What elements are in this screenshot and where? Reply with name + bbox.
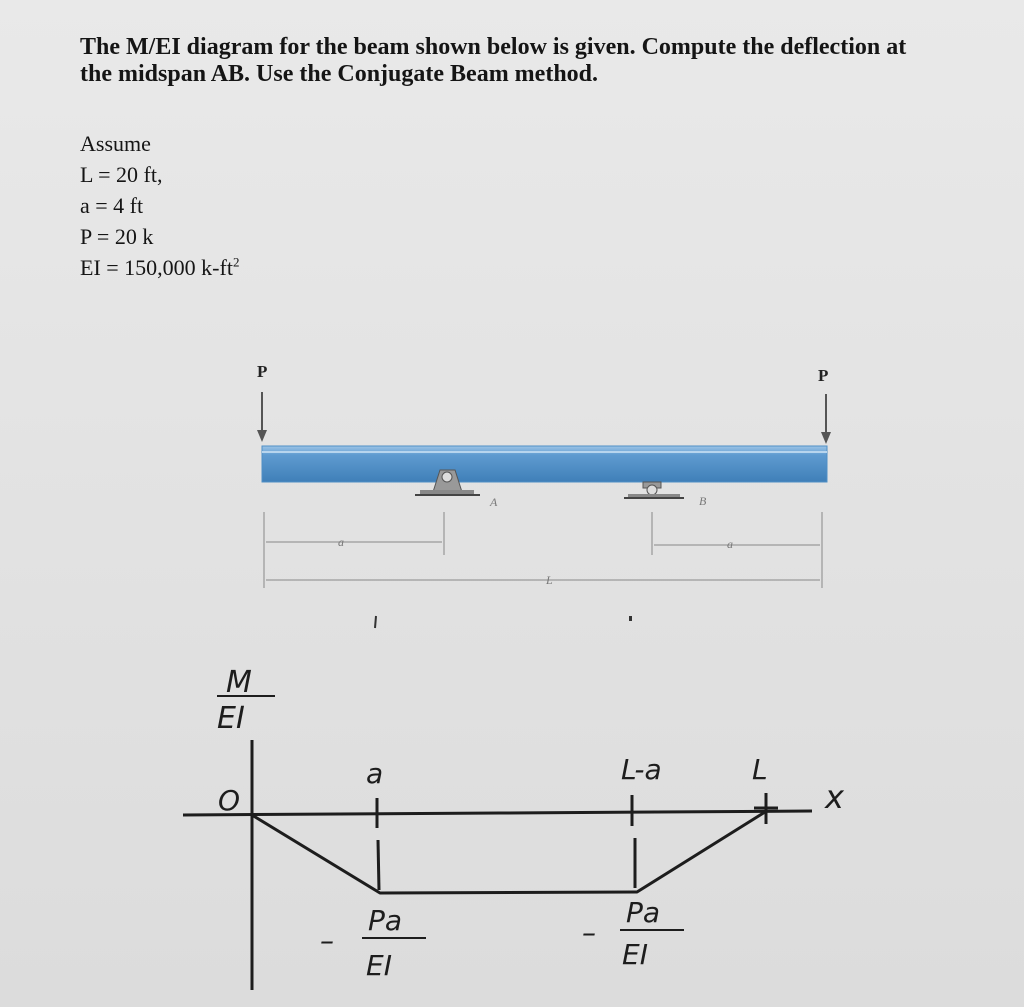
support-label-b: B [699,494,707,508]
assume-length: L = 20 ft, [80,162,163,187]
assume-load: P = 20 k [80,224,154,249]
value-right-sign: – [582,916,596,949]
axis-label-denominator: EI [217,701,245,736]
dimension-a-right: a [727,537,733,551]
dimension-lines [264,512,822,588]
horizontal-axis [183,811,812,815]
problem-line-2: the midspan AB. Use the Conjugate Beam method. [80,61,599,87]
load-label-left: P [257,362,268,381]
value-right-denominator: EI [622,938,648,971]
x-axis-label: x [825,778,844,816]
load-arrow-left [257,392,267,442]
drop-line-a [378,840,379,890]
value-right-numerator: Pa [626,896,661,929]
assume-ei-exponent: 2 [232,254,240,270]
value-left-sign: – [320,924,334,957]
assume-heading: Assume [80,131,151,156]
mei-curve [252,812,765,893]
mei-diagram [183,665,845,990]
dimension-a-left: a [338,535,344,549]
assume-ei-text: EI = 150,000 k-ft [80,255,233,280]
load-arrow-right [821,394,831,444]
tick-label-l-minus-a: L-a [621,753,662,786]
tick-label-a: a [366,757,384,790]
support-label-a: A [490,495,498,509]
axis-label-numerator: M [226,665,252,700]
assume-a: a = 4 ft [80,193,144,218]
beam-figure [257,362,831,628]
problem-line-1: The M/EI diagram for the beam shown below is given. Compute the deflection at [80,34,907,60]
tick-label-l: L [752,753,768,786]
roller-support-b [624,482,684,498]
origin-label: O [218,784,241,817]
load-label-right: P [818,366,829,385]
dimension-length: L [546,573,553,587]
value-left-denominator: EI [366,949,392,982]
value-left-numerator: Pa [368,904,403,937]
